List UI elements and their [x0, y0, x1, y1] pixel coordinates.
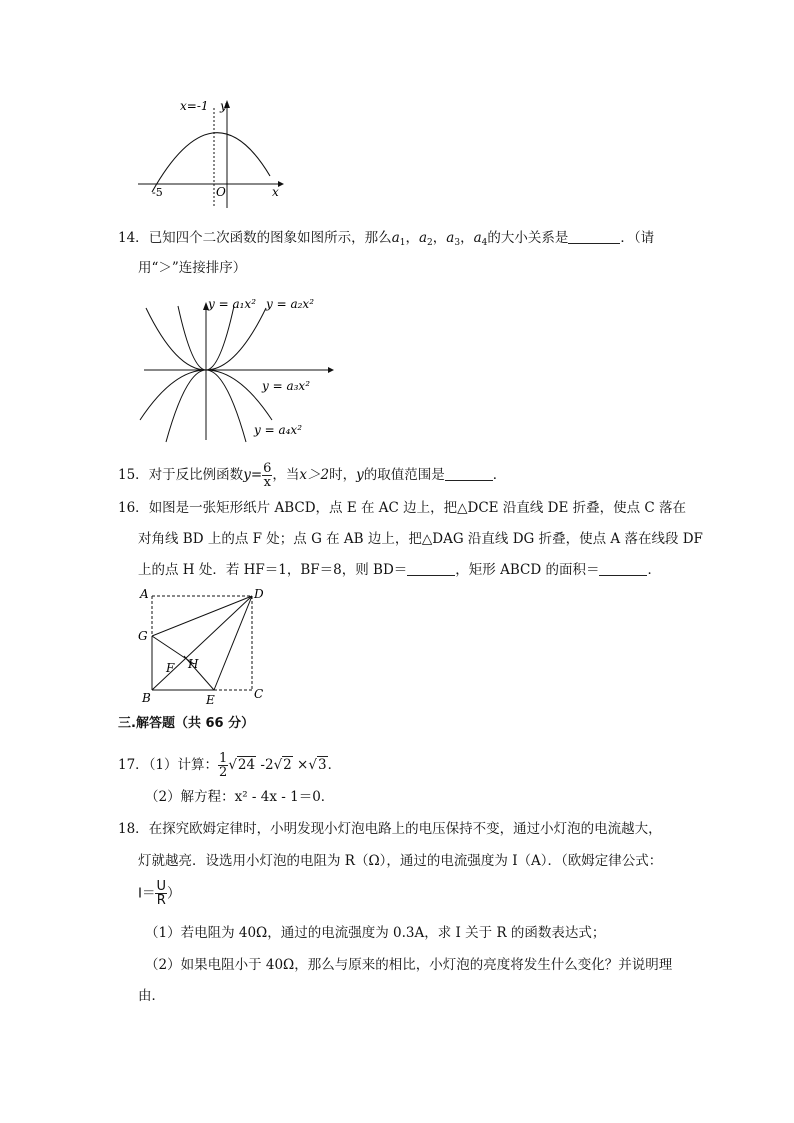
q18-fraction: $\frac{U}{R}$ [156, 879, 166, 908]
vline-label: x=-1 [180, 99, 209, 113]
q14-line2: 用“＞”连接排序） [138, 260, 247, 276]
label-B: B [142, 691, 151, 705]
q18-part2-line1: （2）如果电阻小于 40Ω，那么与原来的相比，小灯泡的亮度将发生什么变化？并说明理 [145, 957, 673, 973]
q15-line: 15．对于反比例函数y= $\frac{6}{x}$ ，当x＞2时，y的取值范围是 ． [118, 461, 507, 490]
line-DG [152, 596, 252, 636]
label-a1: y = a₁x² [208, 297, 257, 311]
q14-line1: 14．已知四个二次函数的图象如图所示，那么$a_1$，$a_2$，$a_3$，$a_4$的大小关系是 ．（请 [118, 230, 655, 248]
q16-bd-blank[interactable] [407, 563, 455, 576]
label-a3: y = a₃x² [262, 379, 311, 393]
q16-area-blank[interactable] [599, 563, 647, 576]
label-A: A [140, 587, 149, 601]
q13-parabola-figure [130, 96, 290, 216]
section-3-heading: 三.解答题（共 66 分） [118, 716, 255, 731]
label-C: C [254, 687, 264, 701]
label-G: G [138, 629, 148, 643]
q16-line2: 对角线 BD 上的点 F 处；点 G 在 AB 边上，把△DAG 沿直线 DG 折叠，使点 A 落在线段 DF [138, 531, 703, 547]
q16-rectangle-figure [134, 584, 274, 708]
q18-line2: 灯就越亮．设选用小灯泡的电阻为 R（Ω），通过的电流强度为 I（A）．（欧姆定律公式： [138, 853, 663, 869]
q18-part2-line2: 由． [138, 988, 165, 1004]
q18-part1: （1）若电阻为 40Ω，通过的电流强度为 0.3A，求 I 关于 R 的函数表达式； [145, 925, 606, 941]
label-F: F [166, 661, 175, 675]
q17-part2: （2）解方程：x² - 4x - 1＝0． [145, 789, 335, 805]
parabola-curve [152, 133, 270, 192]
label-H: H [188, 657, 199, 671]
line-DE [214, 596, 252, 690]
q16-line1: 16．如图是一张矩形纸片 ABCD，点 E 在 AC 边上，把△DCE 沿直线 DE 折叠，使点 C 落在 [118, 500, 687, 516]
label-E: E [206, 693, 215, 707]
q18-formula: I＝ $\frac{U}{R}$ ） [138, 879, 181, 908]
label-a2: y = a₂x² [266, 297, 315, 311]
origin-label: O [216, 185, 226, 199]
q18-line1: 18．在探究欧姆定律时，小明发现小灯泡电路上的电压保持不变，通过小灯泡的电流越大， [118, 821, 662, 837]
sqrt-icon: √ [308, 757, 317, 773]
q14-answer-blank[interactable] [568, 231, 620, 244]
root-label: -5 [152, 186, 163, 199]
q15-answer-blank[interactable] [445, 468, 493, 481]
y-axis-label: y [220, 99, 227, 113]
q17-part1: 17．（1）计算： $\frac{1}{2}$ √24 -2√2 ×√3． [118, 751, 342, 780]
label-a4: y = a₄x² [254, 423, 303, 437]
label-D: D [254, 587, 264, 601]
sqrt-icon: √ [228, 757, 237, 773]
q17-fraction: $\frac{1}{2}$ [219, 751, 228, 780]
x-axis-label: x [272, 185, 279, 199]
q15-fraction: $\frac{6}{x}$ [263, 461, 272, 490]
sqrt-icon: √ [273, 757, 283, 773]
q14-parabolas-figure [138, 294, 338, 444]
x-axis-arrow [328, 367, 334, 373]
x-axis-arrow [278, 181, 284, 187]
q16-line3: 上的点 H 处．若 HF＝1，BF＝8，则 BD＝ ，矩形 ABCD 的面积＝ ． [138, 562, 661, 578]
